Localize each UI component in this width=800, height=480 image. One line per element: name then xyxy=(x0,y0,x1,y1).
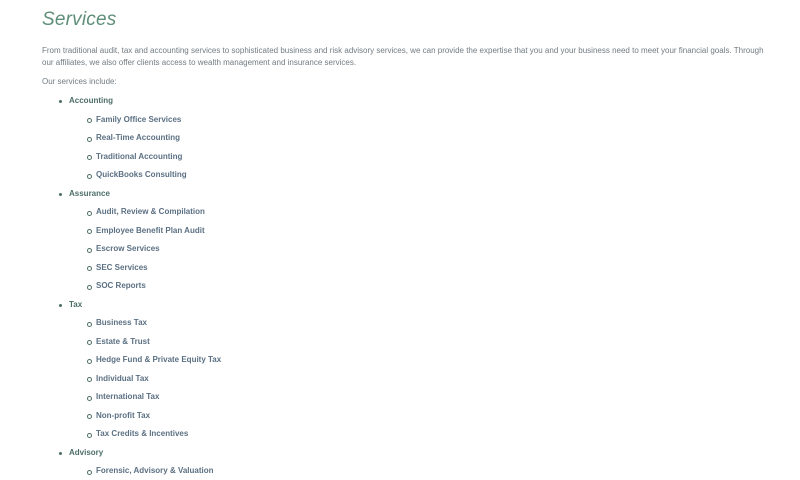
service-item-label[interactable]: Audit, Review & Compilation xyxy=(96,207,205,216)
service-item-label[interactable]: Forensic, Advisory & Valuation xyxy=(96,466,214,475)
bullet-circle-icon xyxy=(87,340,92,345)
service-item-label[interactable]: Business Tax xyxy=(96,318,147,327)
service-item-label[interactable]: QuickBooks Consulting xyxy=(96,170,187,179)
bullet-circle-icon xyxy=(87,229,92,234)
bullet-circle-icon xyxy=(87,285,92,290)
service-item-label[interactable]: Estate & Trust xyxy=(96,336,150,346)
service-group-label: Tax xyxy=(69,299,83,309)
service-item-label[interactable]: Hedge Fund & Private Equity Tax xyxy=(96,355,222,364)
service-item-label[interactable]: International Tax xyxy=(96,392,160,401)
bullet-circle-icon xyxy=(87,266,92,271)
bullet-disc-icon xyxy=(59,100,62,103)
bullet-disc-icon xyxy=(59,193,62,196)
bullet-circle-icon xyxy=(87,248,92,253)
service-group-label: Advisory xyxy=(69,447,104,457)
service-item-label[interactable]: SOC Reports xyxy=(96,281,146,290)
intro-paragraph: From traditional audit, tax and accounting services to sophisticated business and risk advisory services, we can provide the expertise that you and your business need to meet your financial goals. Through our affiliates, we also offer clients access to wealth management and insurance services. xyxy=(42,46,764,67)
bullet-disc-icon xyxy=(59,304,62,307)
bullet-circle-icon xyxy=(87,174,92,179)
services-lead-text: Our services include: xyxy=(42,77,117,86)
bullet-circle-icon xyxy=(87,322,92,327)
bullet-circle-icon xyxy=(87,155,92,160)
service-group-label: Assurance xyxy=(69,188,110,198)
services-content xyxy=(42,0,782,480)
bullet-circle-icon xyxy=(87,359,92,364)
service-item-label[interactable]: SEC Services xyxy=(96,262,148,272)
service-group-label: Accounting xyxy=(69,96,113,105)
bullet-circle-icon xyxy=(87,470,92,475)
service-item-label[interactable]: Non-profit Tax xyxy=(96,410,151,420)
service-item-label[interactable]: Escrow Services xyxy=(96,244,160,253)
bullet-circle-icon xyxy=(87,211,92,216)
bullet-circle-icon xyxy=(87,377,92,382)
bullet-circle-icon xyxy=(87,433,92,438)
service-item-label[interactable]: Employee Benefit Plan Audit xyxy=(96,225,205,235)
bullet-circle-icon xyxy=(87,137,92,142)
service-item-label[interactable]: Real-Time Accounting xyxy=(96,133,181,142)
page-title: Services xyxy=(42,9,117,30)
service-item-label[interactable]: Individual Tax xyxy=(96,373,149,383)
bullet-disc-icon xyxy=(59,452,62,455)
service-item-label[interactable]: Tax Credits & Incentives xyxy=(96,429,189,438)
bullet-circle-icon xyxy=(87,396,92,401)
service-item-label[interactable]: Family Office Services xyxy=(96,114,182,124)
service-item-label[interactable]: Traditional Accounting xyxy=(96,151,183,161)
bullet-circle-icon xyxy=(87,414,92,419)
bullet-circle-icon xyxy=(87,118,92,123)
